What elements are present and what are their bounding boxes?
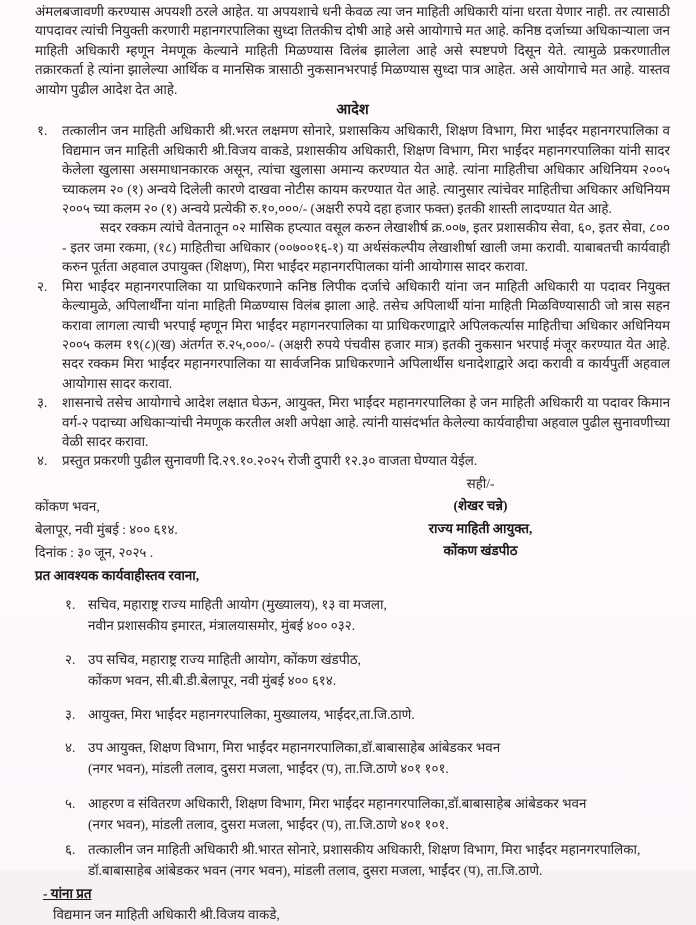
clause-body — [62, 393, 670, 451]
copy-to-heading: प्रत आवश्यक कार्यवाहीस्तव रवाना, — [35, 567, 200, 583]
signature-block — [353, 473, 608, 563]
clause-body — [62, 277, 670, 393]
recipient-line: सचिव, महाराष्ट्र राज्य माहिती आयोग (मुख्यालय), १३ वा मजला, — [88, 597, 387, 613]
yanna-prat-label: - यांना प्रत — [43, 886, 92, 902]
recipient-number: ५. — [65, 796, 76, 812]
order-heading: आदेश — [336, 102, 369, 119]
order-clause-1 — [35, 121, 670, 276]
recipient-address — [88, 649, 670, 691]
signatory-designation: राज्य माहिती आयुक्त, — [428, 520, 533, 536]
signature-section — [35, 473, 670, 565]
recipient-4 — [65, 737, 670, 779]
recipient-number: ३. — [65, 707, 76, 723]
signatory-bench: कोंकण खंडपीठ — [443, 543, 518, 559]
clause-number: २. — [37, 278, 48, 294]
recipient-address — [88, 839, 670, 881]
order-clause-4 — [35, 451, 670, 470]
recipient-2 — [65, 649, 670, 691]
recipient-address — [88, 737, 670, 779]
recipient-6 — [65, 839, 670, 881]
recipient-1 — [65, 594, 670, 636]
recipient-3 — [65, 704, 670, 725]
recipient-address — [88, 704, 670, 725]
recipient-line: (नगर भवन), मांडली तलाव, दुसरा मजला, भाईंदर (प), ता.जि.ठाणे ४०१ १०१. — [88, 817, 449, 833]
recipient-number: १. — [65, 597, 76, 613]
intro-paragraph: अंमलबजावणी करण्यास अपयशी ठरले आहेत. या अपयशाचे धनी केवळ त्या जन माहिती अधिकारी यांना धरता येणार नाही. तर त्यासाठी यापदावर त्यांची नियुक्ती करणारी महानगरपालिका सुध्दा तितकीच दोषी आहे असे आयोगाचे मत आहे. कनिष्ठ दर्जाच्या अधिकाऱ्याला जन माहिती अधिकारी म्हणून नेमणूक केल्याने माहिती मिळण्यास विलंब झालेला आहे असे स्पष्टपणे दिसून येते. त्यामुळे प्रकरणातील तक्रारकर्ता हे त्यांना झालेल्या आर्थिक व मानसिक त्रासाठी नुकसानभरपाई मिळण्यास सुध्दा पात्र आहेत. असे आयोगाचे मत आहे. यास्तव आयोग पुढील आदेश देत आहे. — [35, 4, 670, 97]
clause-paragraph: शासनाचे तसेच आयोगाचे आदेश लक्षात घेऊन, आयुक्त, मिरा भाईंदर महानगरपालिका हे जन माहिती अधिकारी या पदावर किमान वर्ग-२ पदाच्या अधिकाऱ्यांची नेमणूक करतील अशी अपेक्षा आहे. त्यांनी यासंदर्भात केलेल्या कार्यवाहीचा अहवाल पुढील सुनावणीच्या वेळी सादर करावा. — [62, 395, 670, 449]
recipient-line: तत्कालीन जन माहिती अधिकारी श्री.भारत सोनारे, प्रशासकीय अधिकारी, शिक्षण विभाग, मिरा भाईंदर महानगरपालिका, — [88, 842, 641, 858]
recipient-5 — [65, 793, 670, 835]
place-line-2: बेलापूर, नवी मुंबई : ४०० ६१४. — [35, 521, 178, 537]
recipient-number: ४. — [65, 740, 76, 756]
recipient-line: कोंकण भवन, सी.बी.डी.बेलापूर, नवी मुंबई ४०० ६१४. — [88, 673, 337, 689]
recipient-number: ६. — [65, 842, 76, 858]
signed-label: सही/- — [466, 475, 495, 491]
recipient-number: २. — [65, 652, 76, 668]
recipient-line: आहरण व संवितरण अधिकारी, शिक्षण विभाग, मिरा भाईंदर महानगरपालिका,डॉ.बाबासाहेब आंबेडकर भवन — [88, 796, 587, 812]
clause-number: ४. — [37, 453, 48, 469]
order-clause-3 — [35, 393, 670, 451]
clause-body — [62, 121, 670, 276]
current-pio-line: विद्यमान जन माहिती अधिकारी श्री.विजय वाकडे, — [53, 907, 280, 923]
recipients-list — [35, 594, 670, 881]
clause-paragraph: तत्कालीन जन माहिती अधिकारी श्री.भरत लक्षमण सोनारे, प्रशासकिय अधिकारी, शिक्षण विभाग, मिरा भाईंदर महानगरपालिका व विद्यमान जन माहिती अधिकारी श्री.विजय वाकडे, प्रशासकीय अधिकारी, शिक्षण विभाग, मिरा भाईंदर महानगरपालिका यांनी सादर केलेला खुलासा असमाधानकारक असून, त्यांचा खुलासा अमान्य करण्यात येत आहे. त्यांना माहितीचा अधिकार अधिनियम २००५ च्याकलम २० (१) अन्वये दिलेली कारणे दाखवा नोटीस कायम करण्यात येत आहे. त्यानुसार त्यांचेवर माहितीचा अधिकार अधिनियम २००५ च्या कलम २० (१) अन्वये प्रत्येकी रु.१०,०००/- (अक्षरी रुपये दहा हजार फक्त) इतकी शास्ती लादण्यात येत आहे. — [62, 123, 670, 217]
clause-paragraph: प्रस्तुत प्रकरणी पुढील सुनावणी दि.२९.१०.२०२५ रोजी दुपारी १२.३० वाजता घेण्यात येईल. — [62, 453, 478, 469]
recipient-line: (नगर भवन), मांडली तलाव, दुसरा मजला, भाईंदर (प), ता.जि.ठाणे ४०१ १०१. — [88, 761, 449, 777]
recipient-line: नवीन प्रशासकीय इमारत, मंत्रालयासमोर, मुंबई ४०० ०३२. — [88, 618, 356, 634]
clause-paragraph: मिरा भाईंदर महानगरपालिका या प्राधिकरणाने कनिष्ठ लिपीक दर्जाचे अधिकारी यांना जन माहिती अधिकारी या पदावर नियुक्त केल्यामुळे, अपिलार्थींना यांना माहिती मिळण्यास विलंब झाला आहे. तसेच अपिलार्थी यांना माहिती मिळविण्यासाठी जो त्रास सहन करावा लागला त्याची भरपाई म्हणून मिरा भाईंदर महागनरपालिका या प्राधिकरणाद्वारे अपिलकर्त्यास माहितीचा अधिकार अधिनियम २००५ कलम १९(८)(ख) अंतर्गत रु.२५,०००/- (अक्षरी रुपये पंचवीस हजार मात्र) इतकी नुकसान भरपाई मंजूर करण्यात येत आहे. सदर रक्कम मिरा भाईंदर महानगरपालिका या सार्वजनिक प्राधिकरणाने अपिलार्थीस धनादेशाद्वारे अदा करावी व कार्यपुर्ती अहवाल आयोगास सादर करावा. — [62, 278, 670, 391]
recipient-line: डॉ.बाबासाहेब आंबेडकर भवन (नगर भवन), मांडली तलाव, दुसरा मजला, भाईंदर (प), ता.जि.ठाणे. — [88, 863, 543, 879]
clause-number: ३. — [37, 395, 48, 411]
place-date-block — [35, 495, 178, 564]
recipient-address — [88, 594, 670, 636]
signatory-name: (शेखर चन्ने) — [453, 498, 508, 514]
order-clause-2 — [35, 277, 670, 393]
recipient-address — [88, 793, 670, 835]
recipient-line: उप सचिव, महाराष्ट्र राज्य माहिती आयोग, कोंकण खंडपीठ, — [88, 652, 361, 668]
clause-paragraph-recovery: सदर रक्कम त्यांचे वेतनातून ०२ मासिक हप्त्यात वसूल करुन लेखाशीर्ष क्र.००७, इतर प्रशासकीय सेवा, ६०, इतर सेवा, ८०० - इतर जमा रकमा, (१८) माहितीचा अधिकार (००७००१६-१) या अर्थसंकल्पीय लेखाशीर्षा खाली जमा करावी. याबाबतची कार्यवाही करुन पूर्तता अहवाल उपायुक्त (शिक्षण), मिरा भाईंदर महानगरपिालका यांनी आयोगास सादर करावा. — [62, 220, 670, 275]
place-line-1: कोंकण भवन, — [35, 498, 100, 514]
date-line: दिनांक : ३० जून, २०२५ . — [35, 544, 154, 560]
clause-number: १. — [37, 123, 48, 139]
clause-body — [62, 451, 670, 470]
recipient-line: आयुक्त, मिरा भाईंदर महानगरपालिका, मुख्यालय, भाईंदर,ता.जि.ठाणे. — [88, 707, 415, 723]
recipient-line: उप आयुक्त, शिक्षण विभाग, मिरा भाईंदर महानगरपालिका,डॉ.बाबासाहेब आंबेडकर भवन — [88, 740, 501, 756]
order-clauses-list — [35, 121, 670, 470]
